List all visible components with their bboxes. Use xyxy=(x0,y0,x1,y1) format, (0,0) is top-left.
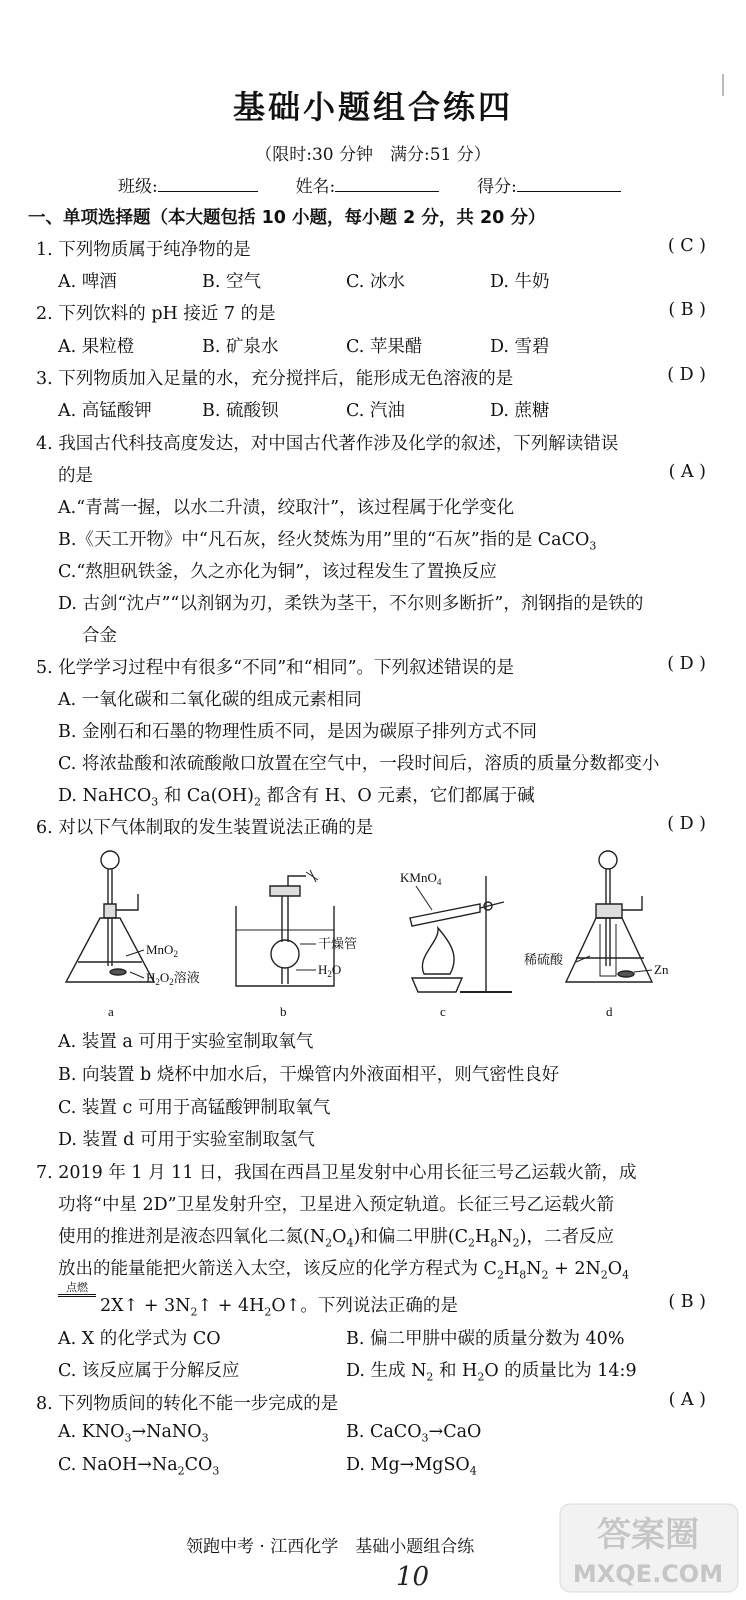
svg-text:答案圈: 答案圈 xyxy=(597,1515,699,1555)
text: B. CaCO xyxy=(346,1422,422,1442)
svg-text:H2O2溶液: $H_2O_2$溶液 xyxy=(146,970,200,987)
subscript: 2 xyxy=(254,795,261,809)
text: D. Mg→MgSO xyxy=(346,1455,470,1475)
acid-label: 稀硫酸 xyxy=(524,952,564,967)
apparatus-a xyxy=(66,851,200,1019)
text: →CaO xyxy=(428,1422,482,1442)
question-1-answer: ( C ) xyxy=(667,236,706,256)
text: 2X↑ + 3N xyxy=(100,1296,191,1316)
label-c: c xyxy=(440,1004,446,1019)
text: 和 H xyxy=(433,1361,478,1381)
label-d: d xyxy=(606,1004,613,1019)
text: CO xyxy=(184,1455,213,1475)
text: D. 生成 N xyxy=(346,1361,427,1381)
q7-option-b: B. 偏二甲肼中碳的质量分数为 40% xyxy=(346,1329,625,1349)
text: )，二者反应 xyxy=(519,1227,614,1247)
q6-option-d: D. 装置 d 可用于实验室制取氢气 xyxy=(58,1130,315,1150)
q4-option-b xyxy=(58,526,596,553)
q4-option-a: A.“青蒿一握，以水二升渍，绞取汁”，该过程属于化学变化 xyxy=(58,498,515,518)
subscript: 3 xyxy=(151,795,159,809)
subscript: 3 xyxy=(201,1431,209,1445)
subscript: 2 xyxy=(264,1305,272,1319)
subscript: 4 xyxy=(469,1464,477,1478)
question-7-line4 xyxy=(58,1255,629,1282)
question-2-stem: 2. 下列饮料的 pH 接近 7 的是 xyxy=(36,304,276,324)
reaction-condition: 点燃 xyxy=(58,1282,96,1297)
apparatus-c xyxy=(400,870,512,1019)
subscript: 3 xyxy=(124,1431,132,1445)
q5-option-a: A. 一氧化碳和二氧化碳的组成元素相同 xyxy=(58,690,362,710)
q3-option-d: D. 蔗糖 xyxy=(490,401,550,421)
q7-option-c: C. 该反应属于分解反应 xyxy=(58,1361,240,1381)
text: H xyxy=(503,1259,520,1279)
time-limit: （限时:30 分钟 满分:51 分） xyxy=(255,145,491,165)
svg-text:KMnO4: KMnO$_4$ xyxy=(400,870,442,887)
q7-option-a: A. X 的化学式为 CO xyxy=(58,1329,221,1349)
subscript: 2 xyxy=(325,1236,333,1250)
zn-label: Zn xyxy=(654,962,669,977)
question-7-line5 xyxy=(100,1292,458,1319)
q7-option-d xyxy=(346,1357,637,1384)
subscript: 3 xyxy=(421,1431,429,1445)
question-3-stem: 3. 下列物质加入足量的水，充分搅拌后，能形成无色溶液的是 xyxy=(36,369,514,389)
q8-option-a xyxy=(58,1422,209,1445)
subscript: 2 xyxy=(541,1268,549,1282)
q4-option-d-line1: D. 古剑“沈卢”“以剂钢为刃，柔铁为茎干，不尔则多断折”，剂钢指的是铁的 xyxy=(58,594,644,614)
question-6-stem: 6. 对以下气体制取的发生装置说法正确的是 xyxy=(36,818,374,838)
class-field[interactable] xyxy=(158,177,258,192)
subscript: 2 xyxy=(512,1236,520,1250)
q3-option-b: B. 硫酸钡 xyxy=(202,401,279,421)
q4-option-b-text: B.《天工开物》中“凡石灰，经火焚炼为用”里的“石灰”指的是 CaCO xyxy=(58,530,590,550)
q2-option-b: B. 矿泉水 xyxy=(202,337,279,357)
mno2-label: MnO xyxy=(146,942,174,957)
question-5-answer: ( D ) xyxy=(667,654,706,674)
question-8-stem: 8. 下列物质间的转化不能一步完成的是 xyxy=(36,1394,339,1414)
question-4-stem-line1: 4. 我国古代科技高度发达，对中国古代著作涉及化学的叙述，下列解读错误 xyxy=(36,434,619,454)
q8-option-d xyxy=(346,1455,477,1478)
q8-option-c xyxy=(58,1455,219,1478)
q1-option-a: A. 啤酒 xyxy=(58,272,117,292)
question-4-answer: ( A ) xyxy=(668,462,706,482)
q3-option-a: A. 高锰酸钾 xyxy=(58,401,152,421)
question-7-line1: 7. 2019 年 1 月 11 日，我国在西昌卫星发射中心用长征三号乙运载火箭，成 xyxy=(36,1163,637,1183)
svg-text:MXQE.COM: MXQE.COM xyxy=(572,1560,724,1588)
text: D. NaHCO xyxy=(58,786,152,806)
text: 使用的推进剂是液态四氧化二氮(N xyxy=(58,1227,326,1247)
q1-option-c: C. 冰水 xyxy=(346,272,405,292)
text: H xyxy=(475,1227,491,1247)
q1-option-d: D. 牛奶 xyxy=(490,272,550,292)
subscript: 2 xyxy=(477,1370,485,1384)
text: O↑。下列说法正确的是 xyxy=(271,1296,458,1316)
text: N xyxy=(526,1259,542,1279)
subscript: 8 xyxy=(519,1268,527,1282)
name-label: 姓名: xyxy=(295,177,336,197)
question-7-answer: ( B ) xyxy=(668,1292,706,1312)
question-6-answer: ( D ) xyxy=(667,814,706,834)
class-label: 班级: xyxy=(118,177,158,197)
q6-option-c: C. 装置 c 可用于高锰酸钾制取氧气 xyxy=(58,1098,331,1118)
text: )和偏二甲肼(C xyxy=(353,1227,469,1247)
dry-tube-label: 干燥管 xyxy=(318,936,358,951)
subscript: 3 xyxy=(589,539,597,553)
name-field[interactable] xyxy=(335,177,439,192)
text: 和 Ca(OH) xyxy=(158,786,254,806)
question-2-answer: ( B ) xyxy=(668,300,706,320)
q5-option-c: C. 将浓盐酸和浓硫酸敞口放置在空气中，一段时间后，溶质的质量分数都变小 xyxy=(58,754,660,774)
student-info xyxy=(118,172,621,197)
subscript: 4 xyxy=(346,1236,354,1250)
question-7-line2: 功将“中星 2D”卫星发射升空，卫星进入预定轨道。长征三号乙运载火箭 xyxy=(58,1195,615,1215)
text: C. NaOH→Na xyxy=(58,1455,178,1475)
text: ↑ + 4H xyxy=(197,1296,265,1316)
text: O xyxy=(607,1259,623,1279)
q8-option-b xyxy=(346,1422,481,1445)
q2-option-d: D. 雪碧 xyxy=(490,337,550,357)
subscript: 2 xyxy=(600,1268,608,1282)
q1-option-b: B. 空气 xyxy=(202,272,261,292)
question-1-stem: 1. 下列物质属于纯净物的是 xyxy=(36,240,251,260)
subscript: 2 xyxy=(177,1464,185,1478)
q6-option-a: A. 装置 a 可用于实验室制取氧气 xyxy=(58,1032,314,1052)
watermark-logo xyxy=(556,1500,742,1596)
question-8-answer: ( A ) xyxy=(668,1390,706,1410)
label-b: b xyxy=(280,1004,287,1019)
text: O xyxy=(332,1227,347,1247)
apparatus-d xyxy=(524,851,669,1019)
text: 放出的能量能把火箭送入太空，该反应的化学方程式为 C xyxy=(58,1259,497,1279)
q2-option-a: A. 果粒橙 xyxy=(58,337,135,357)
text: N xyxy=(497,1227,513,1247)
question-5-stem: 5. 化学学习过程中有很多“不同”和“相同”。下列叙述错误的是 xyxy=(36,658,515,678)
q6-option-b: B. 向装置 b 烧杯中加水后，干燥管内外液面相平，则气密性良好 xyxy=(58,1065,560,1085)
q2-option-c: C. 苹果醋 xyxy=(346,337,423,357)
label-a: a xyxy=(108,1004,114,1019)
score-field[interactable] xyxy=(517,177,621,192)
question-4-stem-line2: 的是 xyxy=(58,466,93,486)
q4-option-d-line2: 合金 xyxy=(82,626,117,646)
text: + 2N xyxy=(548,1259,601,1279)
apparatus-diagram xyxy=(60,846,700,1022)
subscript: 3 xyxy=(212,1464,220,1478)
svg-text:H2O: $H_2O$ xyxy=(318,962,342,979)
kmno4-label: KMnO xyxy=(400,870,437,885)
q5-option-b: B. 金刚石和石墨的物理性质不同，是因为碳原子排列方式不同 xyxy=(58,722,537,742)
text: O 的质量比为 14:9 xyxy=(484,1361,637,1381)
question-7-line3 xyxy=(58,1223,614,1250)
svg-text:MnO2: MnO$_2$ xyxy=(146,942,178,959)
page-number: 10 xyxy=(396,1562,430,1592)
subscript: 4 xyxy=(622,1268,630,1282)
apparatus-b xyxy=(236,870,357,1019)
q4-option-c: C.“熬胆矾铁釜，久之亦化为铜”，该过程发生了置换反应 xyxy=(58,562,497,582)
subscript: 2 xyxy=(426,1370,434,1384)
subscript: 2 xyxy=(190,1305,198,1319)
text: →NaNO xyxy=(131,1422,202,1442)
section-heading: 一、单项选择题（本大题包括 10 小题，每小题 2 分，共 20 分） xyxy=(28,208,546,228)
score-label: 得分: xyxy=(477,177,517,197)
subscript: 2 xyxy=(496,1268,504,1282)
q5-option-d xyxy=(58,782,535,809)
subscript: 2 xyxy=(468,1236,476,1250)
question-3-answer: ( D ) xyxy=(667,365,706,385)
text: 都含有 H、O 元素，它们都属于碱 xyxy=(261,786,535,806)
page-footer: 领跑中考 · 江西化学 基础小题组合练 xyxy=(186,1537,475,1557)
text: A. KNO xyxy=(58,1422,125,1442)
q3-option-c: C. 汽油 xyxy=(346,401,405,421)
page-title: 基础小题组合练四 xyxy=(232,88,513,126)
subscript: 8 xyxy=(490,1236,498,1250)
